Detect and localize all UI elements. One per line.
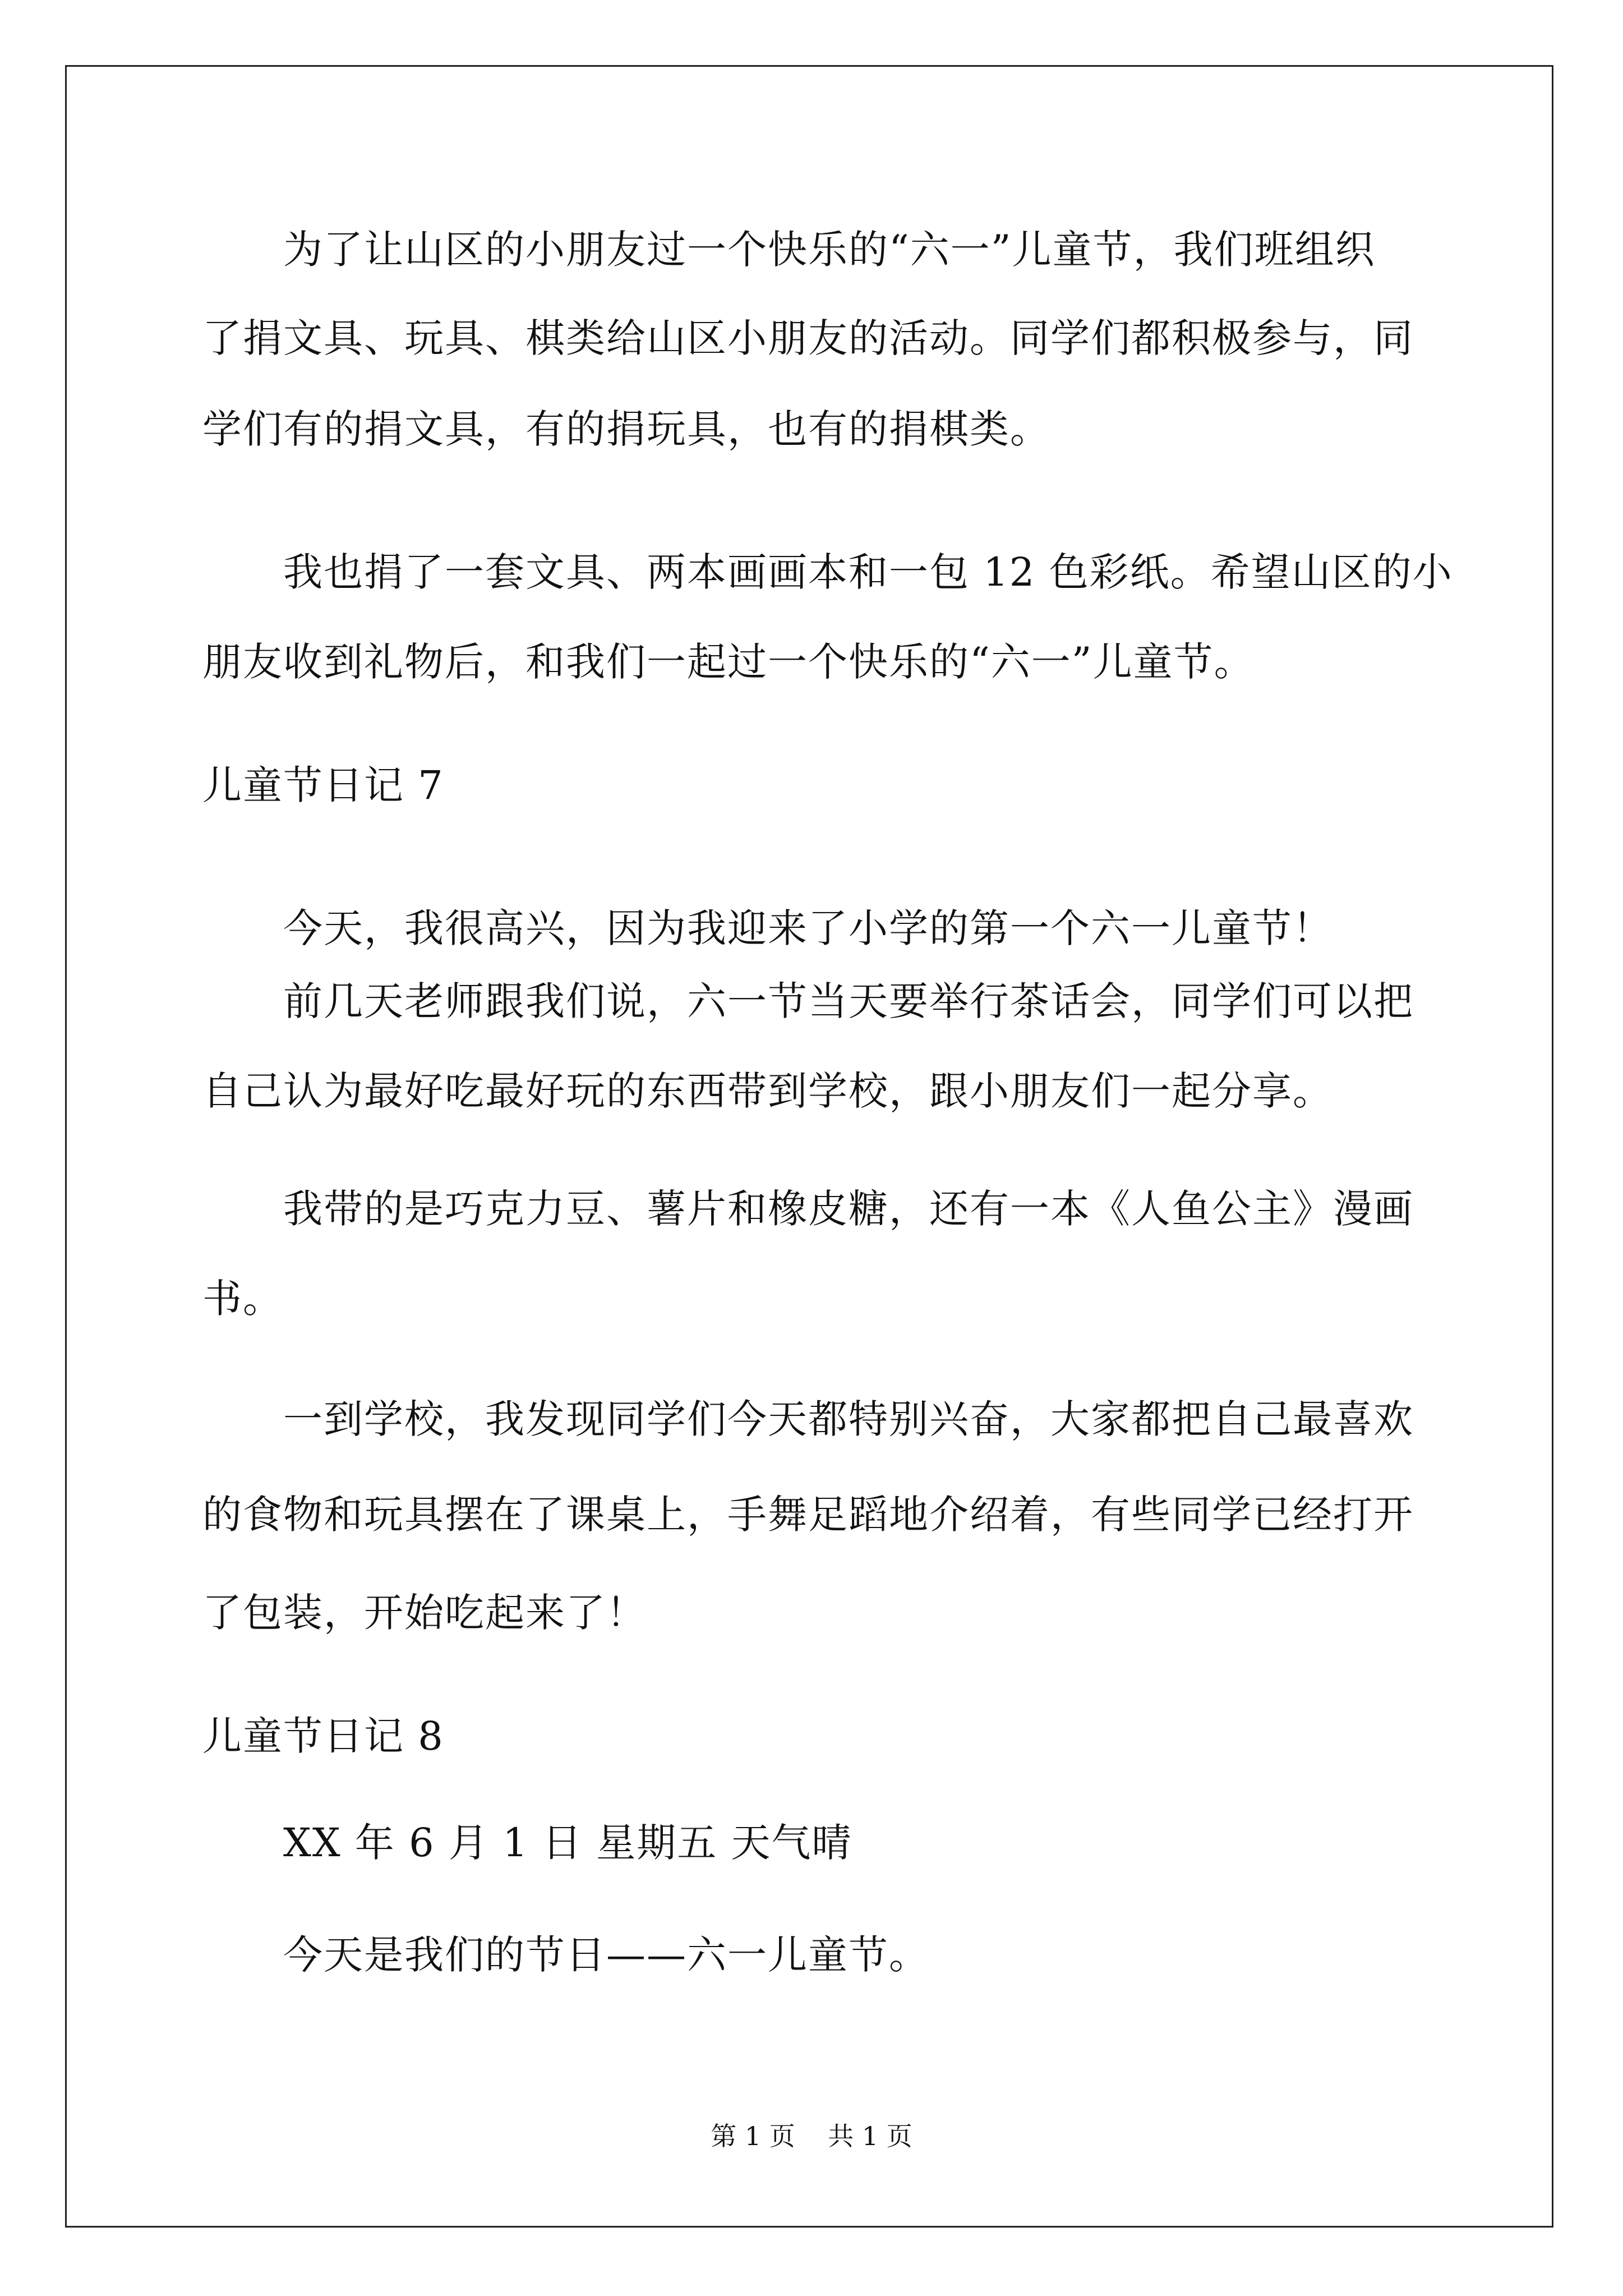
paragraph-line: 自己认为最好吃最好玩的东西带到学校，跟小朋友们一起分享。	[202, 1068, 1333, 1114]
paragraph-line: 朋友收到礼物后，和我们一起过一个快乐的“六一”儿童节。	[202, 639, 1255, 685]
paragraph-line: 今天是我们的节日——六一儿童节。	[283, 1932, 929, 1978]
page-border	[65, 65, 1553, 2228]
paragraph-line: 为了让山区的小朋友过一个快乐的“六一”儿童节，我们班组织	[283, 227, 1376, 273]
page-footer: 第 1 页 共 1 页	[711, 2121, 912, 2151]
paragraph-line: 前几天老师跟我们说，六一节当天要举行茶话会，同学们可以把	[283, 978, 1414, 1024]
paragraph-line: 我也捐了一套文具、两本画画本和一包 12 色彩纸。希望山区的小	[283, 549, 1453, 595]
paragraph-line: 书。	[202, 1276, 283, 1322]
paragraph-line: 我带的是巧克力豆、薯片和橡皮糖，还有一本《人鱼公主》漫画	[283, 1186, 1414, 1232]
section-heading: 儿童节日记 8	[202, 1713, 444, 1759]
section-heading: 儿童节日记 7	[202, 762, 444, 808]
paragraph-line: 的食物和玩具摆在了课桌上，手舞足蹈地介绍着，有些同学已经打开	[202, 1492, 1414, 1538]
paragraph-line: 一到学校，我发现同学们今天都特别兴奋，大家都把自己最喜欢	[283, 1396, 1414, 1442]
date-weather-line: XX 年 6 月 1 日 星期五 天气晴	[283, 1820, 852, 1866]
paragraph-line: 了包装，开始吃起来了！	[202, 1590, 647, 1636]
paragraph-line: 学们有的捐文具，有的捐玩具，也有的捐棋类。	[202, 406, 1050, 452]
paragraph-line: 今天，我很高兴，因为我迎来了小学的第一个六一儿童节！	[283, 905, 1333, 951]
paragraph-line: 了捐文具、玩具、棋类给山区小朋友的活动。同学们都积极参与，同	[202, 315, 1414, 361]
